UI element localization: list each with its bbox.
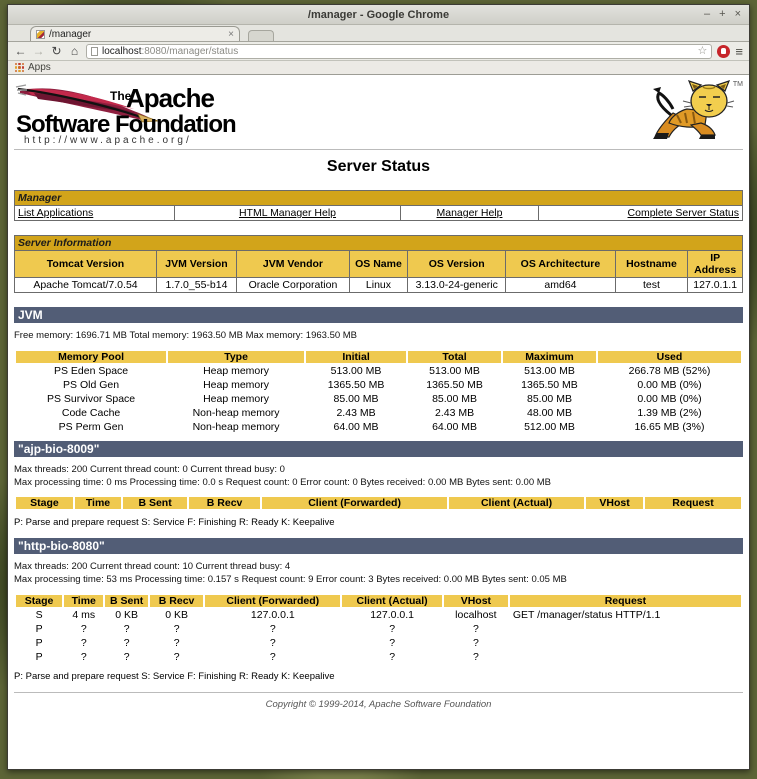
memory-pool-table-cell: Non-heap memory [192, 406, 280, 419]
connector-table-1-cell: ? [269, 623, 276, 636]
connector-table-1-cell: P [35, 637, 43, 650]
tomcat-logo-icon [643, 79, 735, 143]
connector-table-1-cell: ? [472, 637, 479, 650]
new-tab-button[interactable] [248, 30, 274, 41]
server-info-table-column-header: OS Version [408, 251, 506, 278]
apps-grid-icon[interactable] [15, 63, 24, 72]
server-info-table-row [15, 278, 743, 293]
memory-pool-table-cell: 1365.50 MB [327, 378, 385, 391]
memory-pool-table-column-header: Maximum [503, 351, 596, 363]
connector-table-1-cell: ? [389, 651, 396, 664]
memory-pool-table-cell: Code Cache [61, 406, 121, 419]
url-path: :8080/manager/status [141, 45, 239, 57]
connector-table-1-cell: 127.0.0.1 [250, 609, 295, 622]
logo-url: http://www.apache.org/ [24, 135, 192, 146]
connector-table-1-column-header: Stage [16, 595, 62, 607]
server-info-table-cell: 1.7.0_55-b14 [156, 278, 236, 293]
home-icon[interactable]: ⌂ [70, 44, 79, 58]
memory-pool-table-cell: 64.00 MB [333, 420, 379, 433]
server-info-table-column-header: JVM Version [156, 251, 236, 278]
connector-table-1-column-header: Request [510, 595, 741, 607]
bookmark-star-icon[interactable]: ☆ [697, 44, 708, 57]
jvm-memory-line: Free memory: 1696.71 MB Total memory: 1963.50 MB Max memory: 1963.50 MB [14, 330, 358, 341]
window-titlebar[interactable] [8, 5, 749, 25]
footer-divider [14, 692, 743, 693]
memory-pool-table-cell: PS Perm Gen [58, 420, 124, 433]
memory-pool-table-cell: 16.65 MB (3%) [634, 420, 705, 433]
connector-table-1-cell: GET /manager/status HTTP/1.1 [512, 609, 661, 622]
memory-pool-table-cell: 0.00 MB (0%) [637, 378, 702, 391]
server-info-table-title: Server Information [15, 236, 743, 251]
connector-table-0-column-header: Request [645, 497, 741, 509]
close-button[interactable]: × [734, 8, 741, 20]
memory-pool-table-cell: 513.00 MB [330, 364, 382, 377]
connector-table-1-cell [510, 651, 741, 663]
memory-pool-table-row [16, 421, 741, 433]
server-info-table-cell: 3.13.0-24-generic [408, 278, 506, 293]
url-host: localhost [102, 45, 142, 57]
connector-table-1-cell: 0 KB [115, 609, 138, 622]
memory-pool-table-cell: Heap memory [203, 392, 270, 405]
memory-pool-table-cell: 48.00 MB [527, 406, 572, 419]
address-bar[interactable] [86, 44, 712, 59]
page-content [8, 74, 749, 769]
connector-table-1-column-header: VHost [444, 595, 508, 607]
connector-table-1-cell: 127.0.0.1 [370, 609, 414, 622]
memory-pool-table-cell: 266.78 MB (52%) [628, 364, 711, 377]
connector-table-1-column-header: B Sent [105, 595, 148, 607]
window-title: /manager - Google Chrome [307, 8, 450, 21]
connector-table-0-column-header: Client (Forwarded) [262, 497, 447, 509]
memory-pool-table-cell: 85.00 MB [432, 392, 478, 405]
connector-table-1-cell: ? [472, 623, 479, 636]
memory-pool-table-column-header: Memory Pool [16, 351, 166, 363]
server-info-table-cell: Apache Tomcat/7.0.54 [15, 278, 157, 293]
browser-window [7, 4, 750, 770]
header-divider [14, 149, 743, 150]
memory-pool-table-row [16, 407, 741, 419]
connector-table-1 [14, 593, 743, 665]
connector-table-1-cell: ? [80, 623, 87, 636]
connector-info [14, 561, 743, 587]
connector-table-1-cell: ? [123, 623, 130, 636]
tab-strip [8, 25, 749, 41]
memory-pool-table-column-header: Used [598, 351, 741, 363]
back-icon[interactable]: ← [14, 44, 27, 58]
connector-table-1-row [16, 609, 741, 621]
server-info-table-column-header: JVM Vendor [237, 251, 350, 278]
memory-pool-table-cell: 513.00 MB [524, 364, 575, 377]
memory-pool-table-cell: PS Old Gen [63, 378, 120, 391]
connector-table-1-column-header: Client (Forwarded) [205, 595, 340, 607]
stage-legend: P: Parse and prepare request S: Service F: Finishing R: Ready K: Keepalive [14, 671, 335, 683]
memory-pool-table-cell: 512.00 MB [524, 420, 575, 433]
apps-label[interactable]: Apps [28, 62, 51, 73]
connector-table-1-cell: ? [173, 637, 180, 650]
browser-tab[interactable] [30, 26, 240, 41]
memory-pool-table-column-header: Type [168, 351, 304, 363]
connector-table-1-cell: ? [80, 651, 87, 664]
server-info-table-cell: amd64 [506, 278, 615, 293]
connector-table-1-cell: 4 ms [72, 609, 96, 622]
connector-table-1-cell: ? [389, 623, 396, 636]
memory-pool-table-cell: PS Survivor Space [47, 392, 136, 405]
memory-pool-table-cell: 85.00 MB [527, 392, 572, 405]
memory-pool-table-cell: Heap memory [203, 364, 270, 377]
memory-pool-table-cell: 1.39 MB (2%) [637, 406, 702, 419]
connector-table-1-cell: ? [472, 651, 479, 664]
server-info-table-column-header: OS Architecture [506, 251, 615, 278]
connector-table-1-row [16, 637, 741, 649]
server-info-table-cell: Oracle Corporation [237, 278, 350, 293]
connector-table-0-column-header: VHost [586, 497, 643, 509]
server-info-table-cell: Linux [349, 278, 407, 293]
connector-section-bar: "http-bio-8080" [14, 538, 743, 554]
manager-table [14, 190, 743, 221]
connector-table-1-cell: ? [123, 637, 130, 650]
tab-favicon-icon [36, 30, 45, 39]
server-info-table-column-header: Hostname [615, 251, 688, 278]
bookmarks-bar [8, 61, 749, 74]
memory-pool-table-cell: 0.00 MB (0%) [637, 392, 702, 405]
connector-table-1-cell [510, 637, 741, 649]
connector-section-bar: "ajp-bio-8009" [14, 441, 743, 457]
trademark-label: TM [732, 81, 743, 88]
copyright-text: Copyright © 1999-2014, Apache Software Foundation [265, 699, 492, 711]
connector-table-1-column-header: Time [64, 595, 103, 607]
connector-table-1-cell: S [35, 609, 43, 622]
memory-pool-table-row [16, 379, 741, 391]
memory-pool-table-cell: Non-heap memory [192, 420, 280, 433]
connector-table-1-cell: ? [123, 651, 130, 664]
manager-link[interactable]: HTML Manager Help [238, 207, 337, 219]
connector-table-1-cell: localhost [455, 609, 497, 622]
connector-table-1-cell: ? [80, 637, 87, 650]
server-info-table-column-header: OS Name [349, 251, 407, 278]
connector-table-1-cell: ? [389, 637, 396, 650]
memory-pool-table-cell: PS Eden Space [54, 364, 129, 377]
stage-legend: P: Parse and prepare request S: Service F: Finishing R: Ready K: Keepalive [14, 517, 335, 529]
memory-pool-table-cell: 2.43 MB [434, 406, 475, 419]
tab-label: /manager [49, 28, 92, 40]
manager-table-title: Manager [15, 191, 743, 206]
connector-table-1-cell: P [35, 651, 43, 664]
connector-table-0-column-header: Stage [16, 497, 73, 509]
connector-table-1-cell: P [35, 623, 43, 636]
connector-table-1-row [16, 623, 741, 635]
memory-pool-table-cell: 85.00 MB [333, 392, 379, 405]
reload-icon[interactable]: ↻ [51, 44, 62, 58]
server-info-table-column-header: IP Address [688, 251, 743, 278]
minimize-button[interactable]: – [704, 8, 711, 20]
thread-info-line: Max threads: 200 Current thread count: 0 Current thread busy: 0 [14, 463, 285, 475]
connector-table-1-cell: ? [269, 637, 276, 650]
connector-table-1-cell: ? [269, 651, 276, 664]
forward-icon[interactable]: → [32, 44, 45, 58]
manager-link[interactable]: Complete Server Status [627, 207, 739, 219]
connector-table-1-cell: ? [173, 651, 180, 664]
memory-pool-table-cell: 513.00 MB [429, 364, 480, 377]
menu-icon[interactable]: ≡ [735, 43, 743, 59]
processing-info-line: Max processing time: 53 ms Processing time: 0.157 s Request count: 9 Error count: 3 Bytes received: 0.00 MB Bytes sent: 0.05 MB [14, 574, 567, 586]
manager-link[interactable]: List Applications [18, 207, 94, 219]
manager-link[interactable]: Manager Help [436, 207, 503, 219]
tab-close-icon[interactable]: × [228, 28, 234, 40]
connector-table-1-cell: ? [173, 623, 180, 636]
manager-table-row [15, 206, 743, 221]
connector-info [14, 464, 743, 490]
connector-table-1-cell: 0 KB [165, 609, 188, 622]
memory-pool-table-cell: 64.00 MB [432, 420, 478, 433]
page-title: Server Status [326, 158, 431, 175]
server-info-table-column-header: Tomcat Version [15, 251, 157, 278]
memory-pool-table-cell: 1365.50 MB [426, 378, 483, 391]
connector-table-0-column-header: B Sent [123, 497, 187, 509]
memory-pool-table-cell: 1365.50 MB [521, 378, 578, 391]
connector-table-0-column-header: Time [75, 497, 121, 509]
jvm-section-bar: JVM [14, 307, 743, 323]
adblock-extension-icon[interactable] [717, 45, 730, 58]
browser-toolbar [8, 41, 749, 61]
logo-software-foundation: Software Foundation [16, 111, 236, 138]
connector-table-1-column-header: B Recv [150, 595, 203, 607]
server-info-table-cell: test [615, 278, 688, 293]
memory-pool-table-cell: 2.43 MB [336, 406, 376, 419]
connector-table-1-column-header: Client (Actual) [342, 595, 442, 607]
connector-table-0-column-header: Client (Actual) [449, 497, 584, 509]
maximize-button[interactable]: + [719, 8, 726, 20]
logo-the: The [110, 89, 132, 103]
logo-apache: Apache [126, 83, 214, 113]
asf-header [14, 81, 743, 147]
thread-info-line: Max threads: 200 Current thread count: 10 Current thread busy: 4 [14, 561, 291, 573]
memory-pool-table-row [16, 393, 741, 405]
memory-pool-table [14, 349, 743, 435]
page-icon [91, 47, 98, 56]
connector-table-0-column-header: B Recv [189, 497, 260, 509]
memory-pool-table-column-header: Initial [306, 351, 406, 363]
connector-table-1-row [16, 651, 741, 663]
connector-table-1-cell [510, 623, 741, 635]
connector-table-0 [14, 495, 743, 511]
processing-info-line: Max processing time: 0 ms Processing time: 0.0 s Request count: 0 Error count: 0 Bytes received: 0.00 MB Bytes sent: 0.00 MB [14, 476, 551, 488]
url-text[interactable] [102, 46, 694, 57]
memory-pool-table-cell: Heap memory [203, 378, 270, 391]
server-info-table-cell: 127.0.1.1 [688, 278, 743, 293]
memory-pool-table-column-header: Total [408, 351, 501, 363]
server-info-table [14, 235, 743, 293]
memory-pool-table-row [16, 365, 741, 377]
